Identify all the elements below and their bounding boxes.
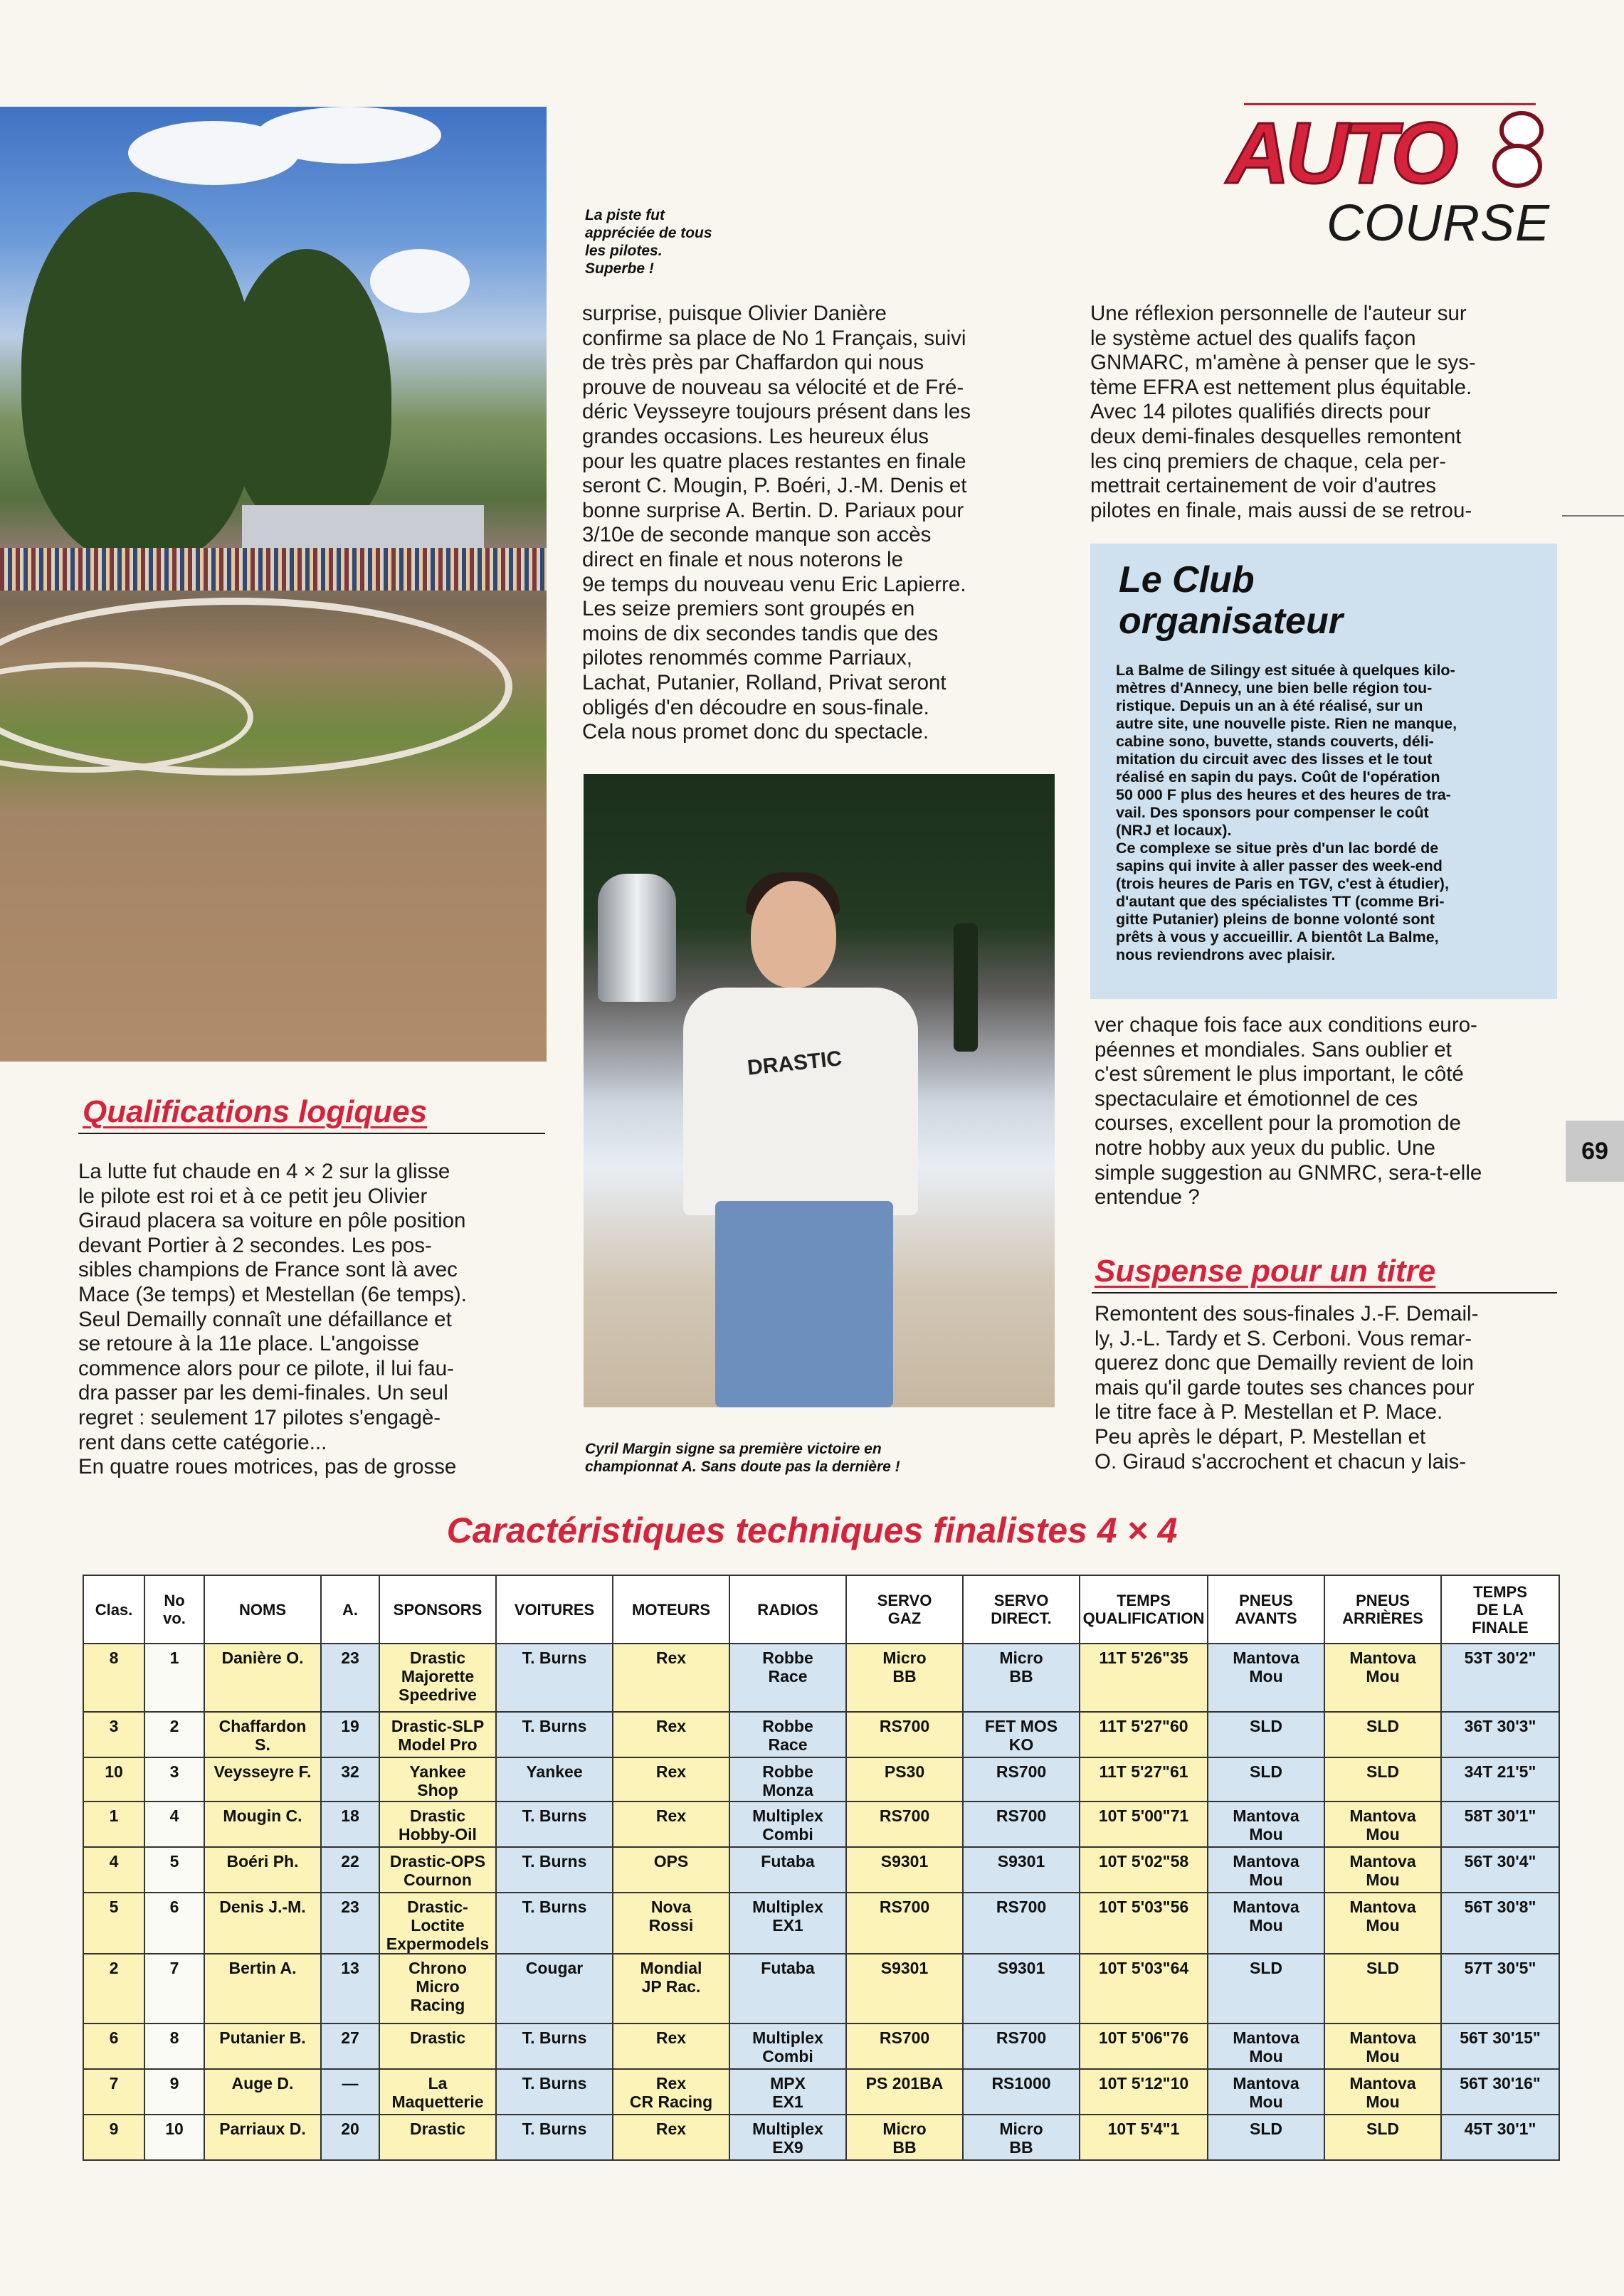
section-rule [78, 1133, 545, 1134]
cell-moteurs: Rex [613, 2023, 729, 2069]
cell-noms: Putanier B. [204, 2023, 321, 2069]
cell-servo-direct: Micro BB [963, 1644, 1080, 1712]
column-2-text: surprise, puisque Olivier Danière confirme sa place de No 1 Français, suivi de très près par Chaffardon qui nous prouve de nouveau sa vélocité et de Fré- déric Veysseyre toujours présent dans les grandes occasions. Les heureux élus pour les quatre places restantes en finale seront C. Mougin, P. Boéri, J.-M. Denis et bonne surprise A. Bertin. D. Pariaux pour 3/10e de seconde manque son accès direct en finale et nous noterons le 9e temps du nouveau venu Eric Lapierre. Les seize premiers sont groupés en moins de dix secondes tandis que des pilotes renommés comme Parriaux, Lachat, Putanier, Rolland, Privat seront obligés d'en découdre en sous-finale. Cela nous promet donc du spectacle. [582, 302, 971, 744]
cell-no-vo: 8 [144, 2023, 204, 2069]
header-age: A. [321, 1575, 379, 1644]
cell-voitures: T. Burns [496, 2115, 613, 2160]
cell-no-vo: 9 [144, 2069, 204, 2115]
svg-text:8: 8 [1517, 153, 1521, 161]
cell-age: 27 [321, 2023, 379, 2069]
cell-no-vo: 4 [144, 1802, 204, 1847]
cell-servo-direct: S9301 [963, 1847, 1080, 1893]
cell-pneus-avants: Mantova Mou [1208, 1644, 1324, 1712]
cell-temps-qualification: 11T 5'27"61 [1080, 1757, 1208, 1802]
cell-temps-finale: 53T 30'2" [1441, 1644, 1559, 1712]
side-rule [1562, 515, 1624, 517]
cell-sponsors: Drastic Majorette Speedrive [379, 1644, 496, 1712]
cell-temps-finale: 57T 30'5" [1441, 1954, 1559, 2023]
header-noms: NOMS [204, 1575, 321, 1644]
cell-radios: Futaba [729, 1954, 846, 2023]
cell-age: 19 [321, 1712, 379, 1757]
cell-servo-direct: FET MOS KO [963, 1712, 1080, 1757]
cell-sponsors: Chrono Micro Racing [379, 1954, 496, 2023]
table-row [83, 2115, 1559, 2160]
table-row [83, 1802, 1559, 1847]
cell-no-vo: 6 [144, 1893, 204, 1954]
page-number: 69 [1566, 1121, 1624, 1182]
cell-temps-finale: 56T 30'4" [1441, 1847, 1559, 1893]
cell-noms: Boéri Ph. [204, 1847, 321, 1893]
cell-radios: Multiplex EX1 [729, 1893, 846, 1954]
cell-pneus-arrieres: Mantova Mou [1324, 1644, 1441, 1712]
cell-radios: MPX EX1 [729, 2069, 846, 2115]
cell-voitures: T. Burns [496, 2069, 613, 2115]
cell-servo-gaz: PS 201BA [846, 2069, 963, 2115]
header-temps-qualification: TEMPS QUALIFICATION [1080, 1575, 1208, 1644]
cell-pneus-arrieres: Mantova Mou [1324, 1847, 1441, 1893]
shirt-logo: DRASTIC [746, 1047, 843, 1080]
cell-noms: Auge D. [204, 2069, 321, 2115]
cell-noms: Bertin A. [204, 1954, 321, 2023]
cell-servo-direct: S9301 [963, 1954, 1080, 2023]
cell-radios: Robbe Race [729, 1644, 846, 1712]
cell-temps-finale: 56T 30'16" [1441, 2069, 1559, 2115]
cell-voitures: T. Burns [496, 1712, 613, 1757]
header-no-vo: No vo. [144, 1575, 204, 1644]
cell-pneus-arrieres: Mantova Mou [1324, 1893, 1441, 1954]
cell-pneus-arrieres: SLD [1324, 1712, 1441, 1757]
cell-pneus-arrieres: Mantova Mou [1324, 2023, 1441, 2069]
header-voitures: VOITURES [496, 1575, 613, 1644]
cell-age: 22 [321, 1847, 379, 1893]
cell-sponsors: Drastic-OPS Cournon [379, 1847, 496, 1893]
cell-servo-gaz: S9301 [846, 1847, 963, 1893]
section-title-qualifications: Qualifications logiques [83, 1094, 428, 1129]
cell-pneus-arrieres: SLD [1324, 1757, 1441, 1802]
cell-noms: Denis J.-M. [204, 1893, 321, 1954]
section-rule [1092, 1292, 1557, 1294]
cell-clas: 8 [83, 1644, 144, 1712]
cell-clas: 5 [83, 1893, 144, 1954]
column-3-top-text: Une réflexion personnelle de l'auteur sur le système actuel des qualifs façon GNMARC, m'amène à penser que le sys- tème EFRA est nettement plus équitable. Avec 14 pilotes qualifiés directs pour deux demi-finales desquelles remontent les cinq premiers de chaque, cela per- mettrait certainement de voir d'autres pilotes en finale, mais aussi de se retrou- [1090, 302, 1476, 522]
cell-sponsors: Drastic [379, 2115, 496, 2160]
table-row [83, 1954, 1559, 2023]
cell-voitures: T. Burns [496, 1802, 613, 1847]
header-temps-finale: TEMPS DE LA FINALE [1441, 1575, 1559, 1644]
cell-moteurs: Rex [613, 1757, 729, 1802]
cell-temps-qualification: 10T 5'02"58 [1080, 1847, 1208, 1893]
table-row [83, 2069, 1559, 2115]
cell-servo-direct: RS700 [963, 1757, 1080, 1802]
cell-moteurs: Nova Rossi [613, 1893, 729, 1954]
cell-temps-finale: 56T 30'8" [1441, 1893, 1559, 1954]
cell-servo-direct: RS700 [963, 1802, 1080, 1847]
cell-temps-finale: 36T 30'3" [1441, 1712, 1559, 1757]
cell-no-vo: 7 [144, 1954, 204, 2023]
cell-pneus-avants: Mantova Mou [1208, 1847, 1324, 1893]
cell-moteurs: Mondial JP Rac. [613, 1954, 729, 2023]
table-title: Caractéristiques techniques finalistes 4 × 4 [446, 1511, 1178, 1550]
table-row [83, 1893, 1559, 1954]
cell-servo-gaz: RS700 [846, 1712, 963, 1757]
cell-temps-qualification: 11T 5'27"60 [1080, 1712, 1208, 1757]
cell-pneus-avants: Mantova Mou [1208, 1802, 1324, 1847]
table-row [83, 1847, 1559, 1893]
cell-radios: Multiplex Combi [729, 1802, 846, 1847]
cell-servo-direct: RS1000 [963, 2069, 1080, 2115]
cell-no-vo: 5 [144, 1847, 204, 1893]
table-header-row [83, 1575, 1559, 1644]
cell-noms: Danière O. [204, 1644, 321, 1712]
cell-radios: Futaba [729, 1847, 846, 1893]
cell-temps-qualification: 11T 5'26"35 [1080, 1644, 1208, 1712]
cell-moteurs: OPS [613, 1847, 729, 1893]
cell-moteurs: Rex [613, 1644, 729, 1712]
cell-voitures: T. Burns [496, 1847, 613, 1893]
table-row [83, 1644, 1559, 1712]
cell-sponsors: La Maquetterie [379, 2069, 496, 2115]
cell-clas: 1 [83, 1802, 144, 1847]
cell-sponsors: Drastic Hobby-Oil [379, 1802, 496, 1847]
cell-temps-qualification: 10T 5'06"76 [1080, 2023, 1208, 2069]
club-sidebar-box [1090, 544, 1557, 999]
cell-servo-gaz: RS700 [846, 1893, 963, 1954]
section-title-suspense: Suspense pour un titre [1095, 1254, 1436, 1289]
cell-voitures: Cougar [496, 1954, 613, 2023]
logo-brand: AUTO [1227, 105, 1455, 201]
cell-pneus-arrieres: Mantova Mou [1324, 2069, 1441, 2115]
cell-pneus-avants: Mantova Mou [1208, 2023, 1324, 2069]
table-row [83, 1712, 1559, 1757]
caption-track: La piste fut appréciée de tous les pilotes. Superbe ! [585, 207, 712, 277]
cell-clas: 7 [83, 2069, 144, 2115]
cell-pneus-avants: Mantova Mou [1208, 1893, 1324, 1954]
cell-clas: 4 [83, 1847, 144, 1893]
header-radios: RADIOS [729, 1575, 846, 1644]
cell-noms: Parriaux D. [204, 2115, 321, 2160]
club-text: La Balme de Silingy est située à quelques kilo- mètres d'Annecy, une bien belle région tou- ristique. Depuis un an à été réalisé, sur un autre site, une nouvelle piste. Rien ne manque, cabine sono, buvette, stands couverts, déli- mitation du circuit avec des lisses et le tout réalisé en sapin du pays. Coût de l'opération 50 000 F plus des heures et des heures de tra- vail. Des sponsors pour compenser le coût (NRJ et locaux). Ce complexe se situe près d'un lac bordé de sapins qui invite à aller passer des week-end (trois heures de Paris en TGV, c'est à étudier), d'autant que des spécialistes TT (comme Bri- gitte Putanier) pleins de bonne volonté sont prêts à vous y accueillir. A bientôt La Balme, nous reviendrons avec plaisir. [1116, 662, 1457, 963]
cell-pneus-arrieres: SLD [1324, 2115, 1441, 2160]
table-row [83, 1757, 1559, 1802]
cell-voitures: T. Burns [496, 2023, 613, 2069]
cell-temps-qualification: 10T 5'03"56 [1080, 1893, 1208, 1954]
section-1-text: La lutte fut chaude en 4 × 2 sur la glisse le pilote est roi et à ce petit jeu Olivier Giraud placera sa voiture en pôle position devant Portier à 2 secondes. Les pos- sibles champions de France sont là avec Mace (3e temps) et Mestellan (6e temps). Seul Demailly connaît une défaillance et se retoure à la 11e place. L'angoisse commence alors pour ce pilote, il lui fau- dra passer par les demi-finales. Un seul regret : seulement 17 pilotes s'engagè- rent dans cette catégorie... En quatre roues motrices, pas de grosse [78, 1160, 467, 1479]
cell-moteurs: Rex [613, 1712, 729, 1757]
cell-moteurs: Rex [613, 2115, 729, 2160]
cell-servo-gaz: S9301 [846, 1954, 963, 2023]
cell-clas: 6 [83, 2023, 144, 2069]
cell-voitures: T. Burns [496, 1644, 613, 1712]
cell-temps-qualification: 10T 5'4"1 [1080, 2115, 1208, 2160]
cell-pneus-arrieres: Mantova Mou [1324, 1802, 1441, 1847]
cell-no-vo: 10 [144, 2115, 204, 2160]
cell-pneus-avants: SLD [1208, 1954, 1324, 2023]
cell-moteurs: Rex CR Racing [613, 2069, 729, 2115]
header-sponsors: SPONSORS [379, 1575, 496, 1644]
cell-radios: Robbe Monza [729, 1757, 846, 1802]
cell-servo-gaz: Micro BB [846, 2115, 963, 2160]
cell-sponsors: Drastic- Loctite Expermodels [379, 1893, 496, 1954]
cell-pneus-avants: SLD [1208, 1757, 1324, 1802]
cell-pneus-avants: SLD [1208, 2115, 1324, 2160]
cell-pneus-avants: Mantova Mou [1208, 2069, 1324, 2115]
header-servo-gaz: SERVO GAZ [846, 1575, 963, 1644]
logo-subtitle: COURSE [1326, 195, 1550, 252]
cell-radios: Multiplex EX9 [729, 2115, 846, 2160]
header-pneus-arrieres: PNEUS ARRIÈRES [1324, 1575, 1441, 1644]
cell-temps-finale: 58T 30'1" [1441, 1802, 1559, 1847]
cell-voitures: Yankee [496, 1757, 613, 1802]
cell-radios: Robbe Race [729, 1712, 846, 1757]
magazine-logo [1223, 103, 1557, 263]
cell-age: 32 [321, 1757, 379, 1802]
cell-radios: Multiplex Combi [729, 2023, 846, 2069]
cell-temps-finale: 34T 21'5" [1441, 1757, 1559, 1802]
cell-no-vo: 2 [144, 1712, 204, 1757]
cell-servo-direct: Micro BB [963, 2115, 1080, 2160]
cell-temps-finale: 45T 30'1" [1441, 2115, 1559, 2160]
cell-age: 23 [321, 1893, 379, 1954]
specs-table [83, 1575, 1560, 2161]
table-row [83, 2023, 1559, 2069]
cell-age: 18 [321, 1802, 379, 1847]
cell-temps-qualification: 10T 5'03"64 [1080, 1954, 1208, 2023]
cell-servo-direct: RS700 [963, 2023, 1080, 2069]
cell-noms: Veysseyre F. [204, 1757, 321, 1802]
cell-sponsors: Yankee Shop [379, 1757, 496, 1802]
header-servo-direct: SERVO DIRECT. [963, 1575, 1080, 1644]
caption-winner: Cyril Margin signe sa première victoire en championnat A. Sans doute pas la dernière ! [585, 1441, 900, 1475]
header-moteurs: MOTEURS [613, 1575, 729, 1644]
cell-noms: Mougin C. [204, 1802, 321, 1847]
cell-moteurs: Rex [613, 1802, 729, 1847]
cell-servo-direct: RS700 [963, 1893, 1080, 1954]
club-title: Le Club organisateur [1119, 559, 1343, 642]
cell-servo-gaz: PS30 [846, 1757, 963, 1802]
cell-temps-qualification: 10T 5'12"10 [1080, 2069, 1208, 2115]
cell-temps-finale: 56T 30'15" [1441, 2023, 1559, 2069]
photo-winner-with-trophy [584, 774, 1055, 1407]
cell-servo-gaz: Micro BB [846, 1644, 963, 1712]
cell-temps-qualification: 10T 5'00"71 [1080, 1802, 1208, 1847]
cell-age: 20 [321, 2115, 379, 2160]
cell-age: — [321, 2069, 379, 2115]
header-pneus-avants: PNEUS AVANTS [1208, 1575, 1324, 1644]
cell-servo-gaz: RS700 [846, 2023, 963, 2069]
cell-no-vo: 1 [144, 1644, 204, 1712]
cell-clas: 9 [83, 2115, 144, 2160]
cell-pneus-avants: SLD [1208, 1712, 1324, 1757]
photo-race-track [0, 107, 547, 1062]
header-clas: Clas. [83, 1575, 144, 1644]
cell-pneus-arrieres: SLD [1324, 1954, 1441, 2023]
column-3-mid-text: ver chaque fois face aux conditions euro- péennes et mondiales. Sans oublier et c'est sûrement le plus important, le côté spectaculaire et émotionnel de ces courses, excellent pour la promotion de notre hobby aux yeux du public. Une simple suggestion au GNMRC, sera-t-elle entendue ? [1095, 1013, 1482, 1210]
cell-sponsors: Drastic-SLP Model Pro [379, 1712, 496, 1757]
cell-no-vo: 3 [144, 1757, 204, 1802]
cell-clas: 2 [83, 1954, 144, 2023]
logo-eight-icon [1490, 109, 1547, 189]
cell-clas: 10 [83, 1757, 144, 1802]
cell-age: 13 [321, 1954, 379, 2023]
cell-servo-gaz: RS700 [846, 1802, 963, 1847]
cell-clas: 3 [83, 1712, 144, 1757]
cell-sponsors: Drastic [379, 2023, 496, 2069]
cell-voitures: T. Burns [496, 1893, 613, 1954]
section-2-text: Remontent des sous-finales J.-F. Demail- ly, J.-L. Tardy et S. Cerboni. Vous remar- querez donc que Demailly revient de loin mais qu'il garde toutes ses chances pour le titre face à P. Mestellan et P. Mace. Peu après le départ, P. Mestellan et O. Giraud s'accrochent et chacun y lais- [1095, 1302, 1479, 1474]
cell-noms: Chaffardon S. [204, 1712, 321, 1757]
cell-age: 23 [321, 1644, 379, 1712]
